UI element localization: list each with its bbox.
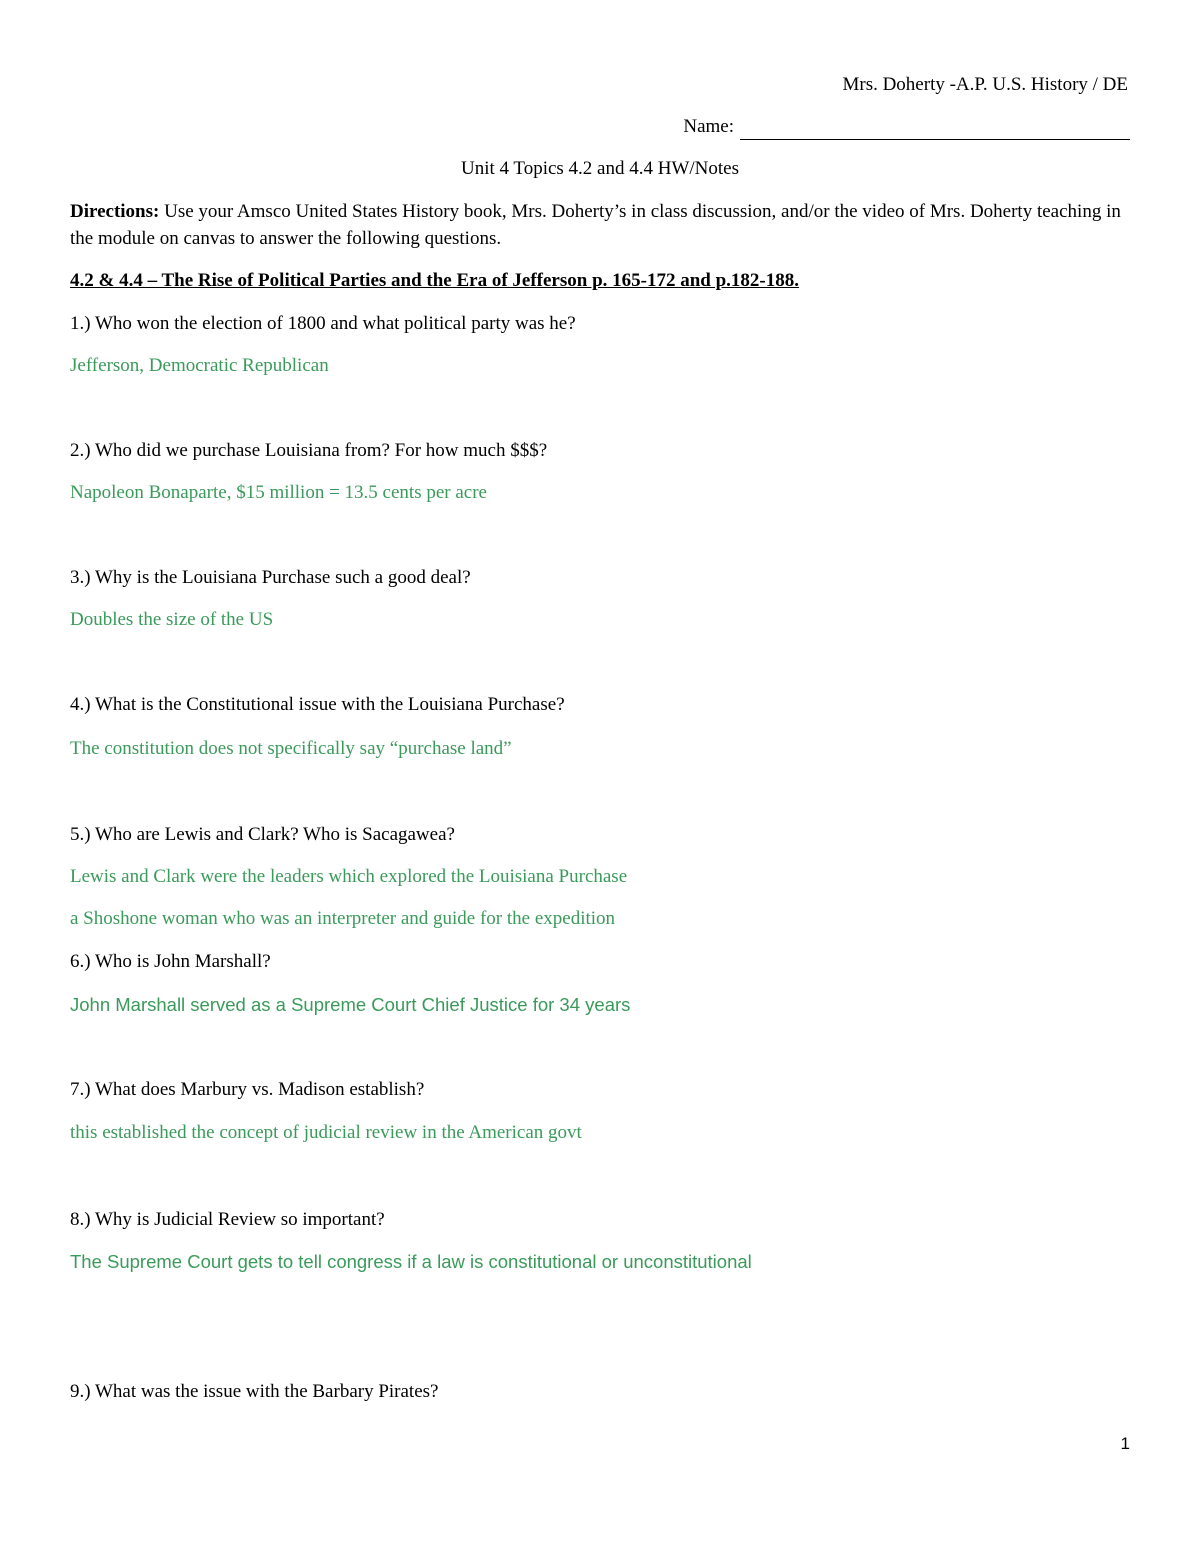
name-blank-line [740, 119, 1130, 140]
answer-3: Doubles the size of the US [70, 609, 274, 630]
question-4: 4.) What is the Constitutional issue with the Louisiana Purchase? [70, 694, 565, 715]
question-5: 5.) Who are Lewis and Clark? Who is Sacagawea? [70, 824, 455, 845]
answer-1: Jefferson, Democratic Republican [70, 355, 329, 376]
answer-5b: a Shoshone woman who was an interpreter and guide for the expedition [70, 908, 616, 929]
question-8: 8.) Why is Judicial Review so important? [70, 1209, 385, 1230]
directions-label: Directions: [70, 201, 160, 222]
directions-paragraph [70, 198, 1130, 252]
name-field-row [683, 114, 1130, 140]
question-7: 7.) What does Marbury vs. Madison establish? [70, 1079, 425, 1100]
answer-7: this established the concept of judicial review in the American govt [70, 1122, 582, 1143]
page-number: 1 [1120, 1434, 1130, 1453]
answer-6: John Marshall served as a Supreme Court Chief Justice for 34 years [70, 994, 631, 1015]
question-6: 6.) Who is John Marshall? [70, 951, 271, 972]
section-heading: 4.2 & 4.4 – The Rise of Political Parties and the Era of Jefferson p. 165-172 and p.182-188. [70, 270, 799, 291]
answer-8: The Supreme Court gets to tell congress if a law is constitutional or unconstitutional [70, 1251, 752, 1272]
course-header: Mrs. Doherty -A.P. U.S. History / DE [842, 74, 1128, 95]
question-1: 1.) Who won the election of 1800 and what political party was he? [70, 313, 576, 334]
name-label: Name: [683, 116, 734, 137]
answer-2: Napoleon Bonaparte, $15 million = 13.5 cents per acre [70, 482, 487, 503]
answer-4: The constitution does not specifically say “purchase land” [70, 738, 512, 759]
question-9: 9.) What was the issue with the Barbary Pirates? [70, 1381, 439, 1402]
answer-5a: Lewis and Clark were the leaders which explored the Louisiana Purchase [70, 866, 628, 887]
question-2: 2.) Who did we purchase Louisiana from? For how much $$$? [70, 440, 548, 461]
question-3: 3.) Why is the Louisiana Purchase such a good deal? [70, 567, 471, 588]
page-title: Unit 4 Topics 4.2 and 4.4 HW/Notes [460, 158, 739, 179]
directions-text: Use your Amsco United States History book, Mrs. Doherty’s in class discussion, and/or the video of Mrs. Doherty teaching in the module on canvas to answer the following questions. [70, 201, 1121, 249]
